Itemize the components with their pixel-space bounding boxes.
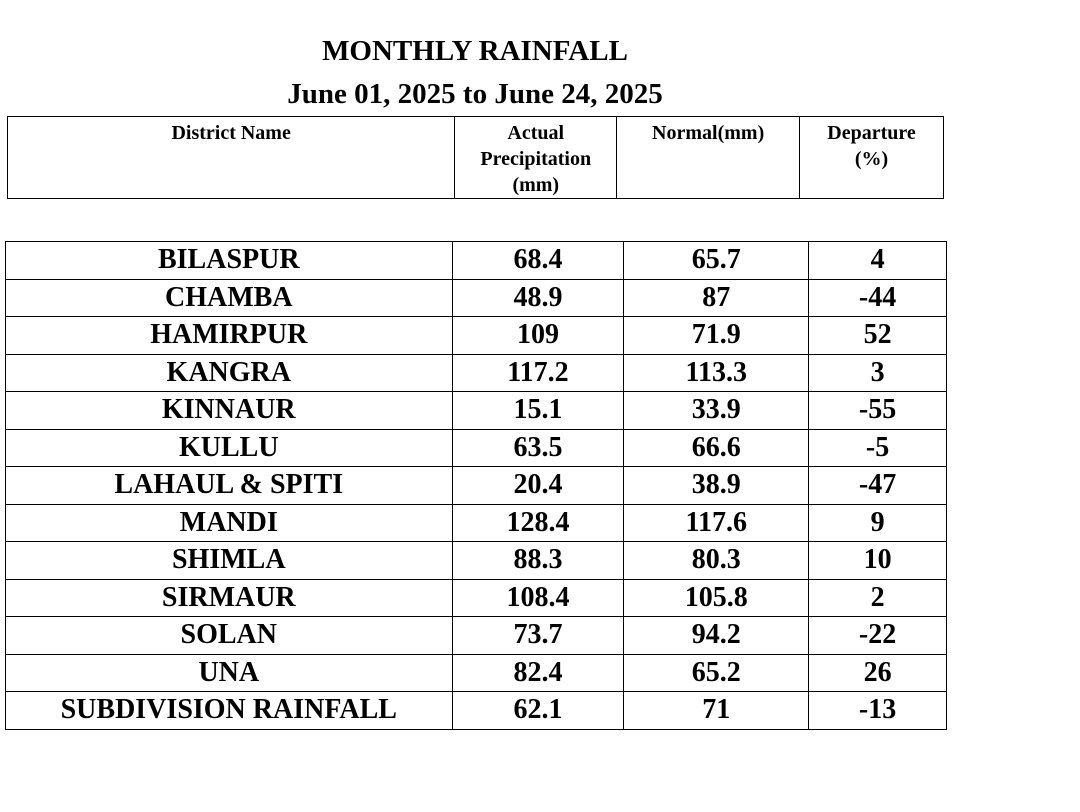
cell-departure: 52 (809, 317, 947, 355)
cell-departure: -47 (809, 467, 947, 505)
cell-actual: 82.4 (452, 654, 624, 692)
cell-normal: 80.3 (624, 542, 809, 580)
header-actual-line1: Actual (507, 122, 565, 144)
cell-district: CHAMBA (6, 279, 453, 317)
cell-departure: 26 (809, 654, 947, 692)
cell-actual: 88.3 (452, 542, 624, 580)
table-row (6, 504, 947, 542)
cell-district: LAHAUL & SPITI (6, 467, 453, 505)
cell-departure: -22 (809, 617, 947, 655)
cell-normal: 38.9 (624, 467, 809, 505)
cell-departure: -44 (809, 279, 947, 317)
cell-actual: 62.1 (452, 692, 624, 730)
rainfall-data-table (5, 241, 947, 730)
cell-actual: 15.1 (452, 392, 624, 430)
table-row (6, 467, 947, 505)
cell-departure: -55 (809, 392, 947, 430)
table-row (6, 617, 947, 655)
cell-district: HAMIRPUR (6, 317, 453, 355)
cell-normal: 71.9 (624, 317, 809, 355)
header-departure (800, 117, 944, 199)
table-row (6, 392, 947, 430)
cell-normal: 117.6 (624, 504, 809, 542)
cell-district: KANGRA (6, 354, 453, 392)
cell-district: KINNAUR (6, 392, 453, 430)
table-row (6, 317, 947, 355)
table-row (6, 279, 947, 317)
cell-departure: -13 (809, 692, 947, 730)
header-actual-line3: (mm) (512, 174, 560, 196)
header-table (7, 116, 944, 199)
cell-normal: 33.9 (624, 392, 809, 430)
table-row (6, 692, 947, 730)
cell-actual: 117.2 (452, 354, 624, 392)
cell-actual: 63.5 (452, 429, 624, 467)
report-title: MONTHLY RAINFALL (322, 35, 628, 67)
table-row (6, 654, 947, 692)
cell-actual: 73.7 (452, 617, 624, 655)
table-row (6, 542, 947, 580)
cell-actual: 109 (452, 317, 624, 355)
cell-district: MANDI (6, 504, 453, 542)
cell-district: SHIMLA (6, 542, 453, 580)
header-actual-line2: Precipitation (480, 148, 592, 170)
header-departure-line1: Departure (827, 122, 916, 144)
cell-normal: 71 (624, 692, 809, 730)
rainfall-data-body (6, 242, 947, 730)
cell-district: SIRMAUR (6, 579, 453, 617)
cell-departure: 9 (809, 504, 947, 542)
header-normal-label: Normal(mm) (652, 122, 765, 144)
cell-district: SOLAN (6, 617, 453, 655)
cell-district: SUBDIVISION RAINFALL (6, 692, 453, 730)
table-row (6, 429, 947, 467)
report-period: June 01, 2025 to June 24, 2025 (287, 78, 663, 110)
cell-district: BILASPUR (6, 242, 453, 280)
header-departure-line2: (%) (854, 148, 889, 170)
cell-actual: 48.9 (452, 279, 624, 317)
header-district-name-label: District Name (171, 122, 291, 144)
cell-actual: 128.4 (452, 504, 624, 542)
cell-actual: 68.4 (452, 242, 624, 280)
cell-district: KULLU (6, 429, 453, 467)
cell-normal: 105.8 (624, 579, 809, 617)
cell-normal: 94.2 (624, 617, 809, 655)
cell-normal: 65.7 (624, 242, 809, 280)
cell-normal: 65.2 (624, 654, 809, 692)
cell-actual: 20.4 (452, 467, 624, 505)
cell-departure: 3 (809, 354, 947, 392)
cell-normal: 87 (624, 279, 809, 317)
cell-departure: 10 (809, 542, 947, 580)
cell-departure: 2 (809, 579, 947, 617)
table-row (6, 242, 947, 280)
table-row (6, 354, 947, 392)
header-row (8, 117, 944, 199)
cell-normal: 113.3 (624, 354, 809, 392)
header-actual-precipitation (455, 117, 617, 199)
header-normal (617, 117, 800, 199)
cell-departure: -5 (809, 429, 947, 467)
cell-departure: 4 (809, 242, 947, 280)
header-district-name (8, 117, 455, 199)
table-row (6, 579, 947, 617)
cell-actual: 108.4 (452, 579, 624, 617)
cell-normal: 66.6 (624, 429, 809, 467)
cell-district: UNA (6, 654, 453, 692)
